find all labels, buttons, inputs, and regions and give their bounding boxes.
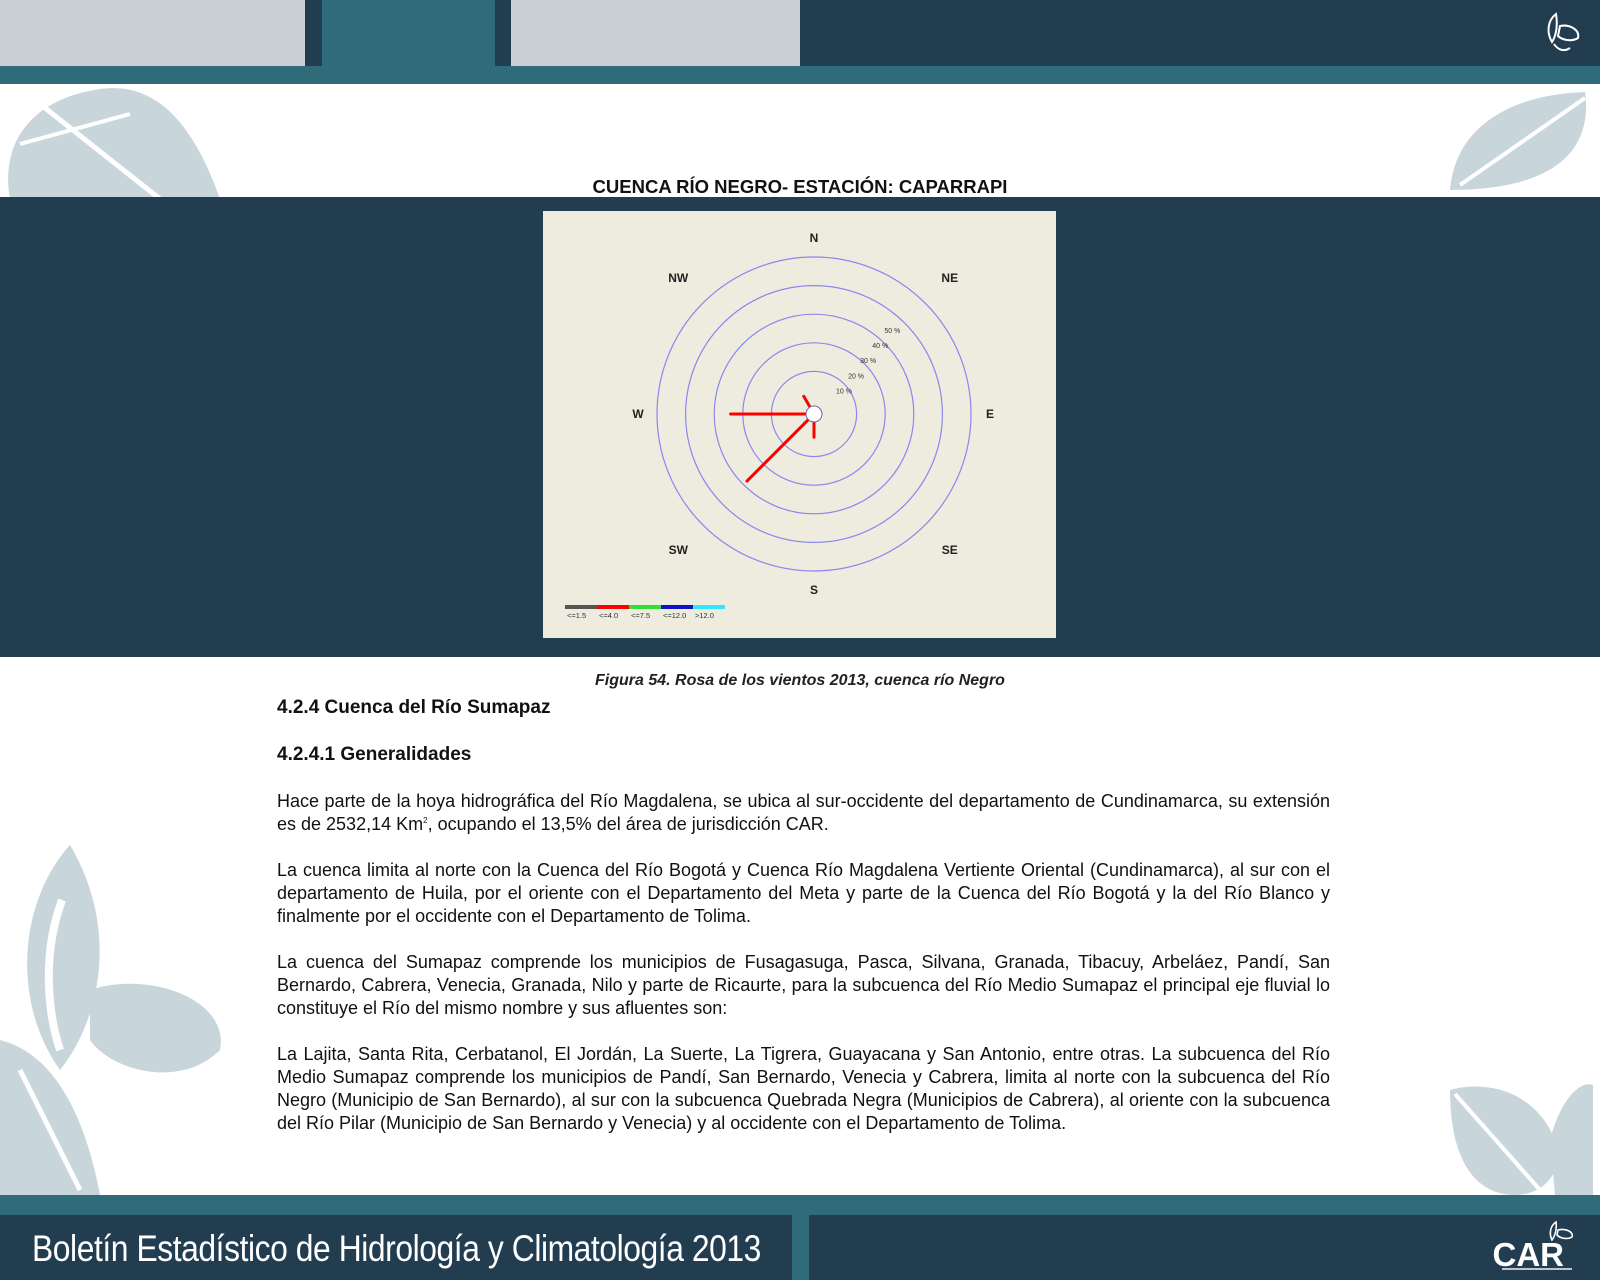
figure-title: CUENCA RÍO NEGRO- ESTACIÓN: CAPARRAPI (592, 176, 1008, 197)
wind-rose-chart (543, 211, 1056, 638)
legend-label: <=4.0 (599, 611, 619, 620)
paragraph-1-text-a: Hace parte de la hoya hidrográfica del Río Magdalena, se ubica al sur-occidente del departamento de Cundinamarca, su extensión es de 2532,14 Km (277, 791, 1330, 834)
direction-label-e: E (985, 407, 995, 421)
subsection-heading: 4.2.4.1 Generalidades (277, 744, 472, 765)
ring-label: 50 % (884, 327, 901, 335)
footer-title: Boletín Estadístico de Hidrología y Climatología 2013 (32, 1228, 761, 1269)
footer-stripe (0, 1195, 1600, 1215)
legend-label: <=1.5 (567, 611, 587, 620)
ring-label: 20 % (848, 373, 865, 381)
center-circle (806, 406, 822, 422)
legend-label: <=7.5 (631, 611, 651, 620)
legend-swatch (597, 605, 629, 609)
header-stripe (0, 66, 1600, 84)
direction-label-se: SE (941, 542, 958, 557)
legend-swatch (661, 605, 693, 609)
legend-label: >12.0 (695, 611, 714, 620)
paragraph-4: La Lajita, Santa Rita, Cerbatanol, El Jordán, La Suerte, La Tigrera, Guayacana y San Antonio, entre otras. La subcuenca del Río Medio Sumapaz comprende los municipios de Pandí, San Bernardo, Venecia y Cabrera, limita al norte con la subcuenca del Río Negro (Municipio de San Bernardo), al sur con la subcuenca Quebrada Negra (Municipios de Cabrera), al oriente con la subcuenca del Río Pilar (Municipio de San Bernardo y Venecia) y al occidente con el Departamento de Tolima. (277, 1044, 1330, 1133)
paragraph-2: La cuenca limita al norte con la Cuenca del Río Bogotá y Cuenca Río Magdalena Vertiente Oriental (Cundinamarca), al sur con el departamento de Huila, por el oriente con el Departamento del Meta y parte de la Cuenca del Río Bogotá y la del Río Blanco y finalmente por el occidente con el Departamento de Tolima. (277, 860, 1330, 926)
direction-label-ne: NE (941, 271, 959, 286)
direction-label-s: S (809, 583, 819, 597)
wind-rose-svg (543, 211, 1056, 638)
footer-separator (792, 1215, 809, 1280)
figure-caption: Figura 54. Rosa de los vientos 2013, cuenca río Negro (595, 672, 1005, 689)
car-logo-text: CAR (1492, 1236, 1564, 1273)
direction-label-sw: SW (668, 542, 688, 557)
ring-label: 40 % (872, 342, 889, 350)
header-block-gray-left (0, 0, 305, 66)
butterfly-logo-icon (1532, 6, 1584, 58)
superscript: 2 (423, 816, 428, 825)
direction-label-nw: NW (668, 271, 689, 286)
header-block-gray-right (511, 0, 800, 66)
header-block-teal (322, 0, 495, 66)
ring-label: 10 % (835, 388, 852, 396)
paragraph-1-text-b: , ocupando el 13,5% del área de jurisdicción CAR. (427, 814, 829, 834)
legend-label: <=12.0 (663, 611, 687, 620)
content (277, 696, 1330, 1158)
ring-label: 30 % (860, 358, 877, 366)
direction-label-w: W (632, 407, 644, 421)
petal-nnw (804, 396, 810, 406)
leaf-decoration-icon (1445, 1080, 1595, 1195)
legend-swatch (629, 605, 661, 609)
header-bar (0, 0, 1600, 66)
petal-sw (747, 420, 808, 481)
paragraph-1 (277, 790, 1330, 836)
legend-swatch (693, 605, 725, 609)
section-heading: 4.2.4 Cuenca del Río Sumapaz (277, 697, 551, 718)
butterfly-decoration-icon (0, 840, 240, 1195)
paragraph-3: La cuenca del Sumapaz comprende los municipios de Fusagasuga, Pasca, Silvana, Granada, Tibacuy, Arbeláez, Pandí, San Bernardo, Cabrera, Venecia, Granada, Nilo y parte de Ricaurte, para la subcuenca del Río Medio Sumapaz el principal eje fluvial lo constituye el Río del mismo nombre y sus afluentes son: (277, 952, 1330, 1018)
direction-label-n: N (809, 231, 819, 245)
legend-swatch (565, 605, 597, 609)
